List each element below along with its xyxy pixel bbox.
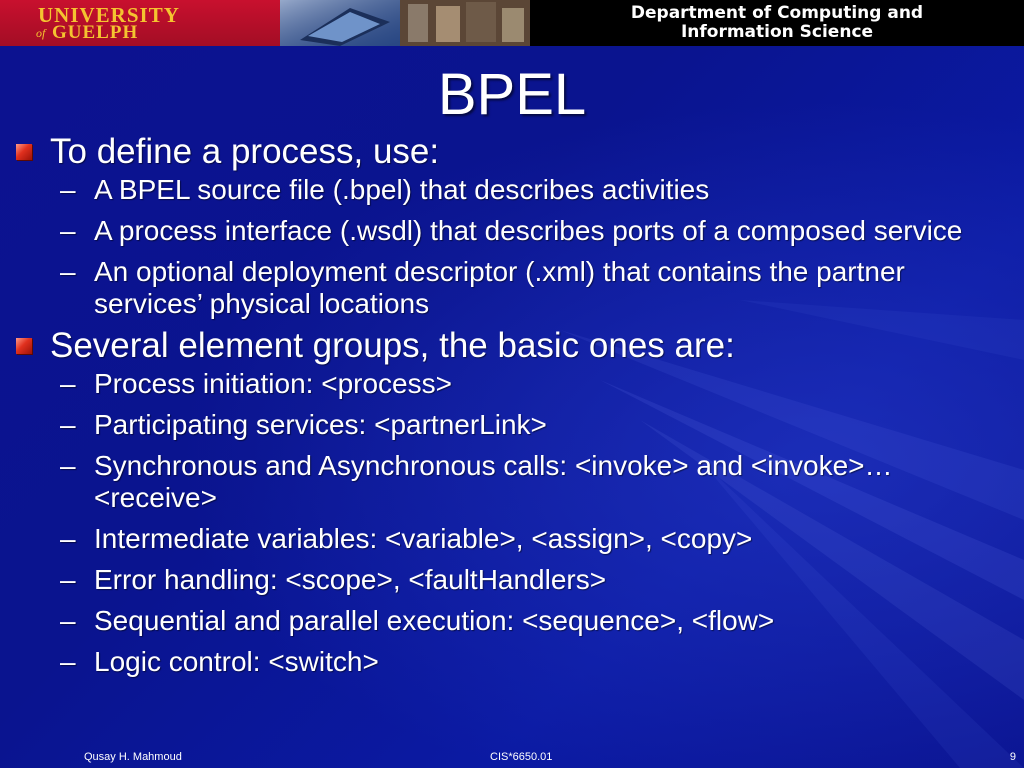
dash-marker: –: [60, 174, 76, 205]
bullet-item: [12, 132, 1012, 172]
sub-bullet-item: [12, 523, 1012, 555]
sub-bullet-item: [12, 174, 1012, 206]
sub-bullet-item: [12, 256, 1012, 320]
logo-guelph-text: GUELPH: [52, 22, 139, 43]
logo-of-text: of: [36, 26, 46, 40]
university-logo: [0, 0, 280, 46]
header-banner: [0, 0, 1024, 46]
sub-bullet-text: Logic control: <switch>: [94, 646, 379, 677]
sub-bullet-text: Participating services: <partnerLink>: [94, 409, 547, 440]
dash-marker: –: [60, 523, 76, 554]
slide-title: BPEL: [437, 62, 587, 127]
sub-bullet-text: An optional deployment descriptor (.xml) that contains the partner services’ physical locations: [94, 256, 905, 319]
sub-bullet-item: [12, 368, 1012, 400]
dash-marker: –: [60, 564, 76, 595]
dash-marker: –: [60, 646, 76, 677]
red-square-bullet-icon: [16, 338, 32, 354]
sub-bullet-item: [12, 409, 1012, 441]
dash-marker: –: [60, 368, 76, 399]
department-line-2: Information Science: [680, 22, 874, 42]
sub-bullet-text: Intermediate variables: <variable>, <assign>, <copy>: [94, 523, 753, 554]
red-square-bullet-icon: [16, 144, 32, 160]
bullet-text: Several element groups, the basic ones are:: [50, 326, 735, 365]
sub-bullet-item: [12, 215, 1012, 247]
sub-bullet-text: Synchronous and Asynchronous calls: <invoke> and <invoke>…<receive>: [94, 450, 893, 513]
bullet-item: [12, 326, 1012, 366]
dash-marker: –: [60, 256, 76, 287]
sub-bullet-item: [12, 646, 1012, 678]
sub-bullet-text: A BPEL source file (.bpel) that describes activities: [94, 174, 710, 205]
department-name: [530, 0, 1024, 46]
footer-page-number: 9: [1009, 751, 1016, 763]
dash-marker: –: [60, 605, 76, 636]
bullet-text: To define a process, use:: [50, 132, 440, 171]
dash-marker: –: [60, 409, 76, 440]
slide-body: [12, 132, 1012, 687]
footer-author: Qusay H. Mahmoud: [84, 751, 182, 763]
sub-bullet-item: [12, 450, 1012, 514]
sub-bullet-item: [12, 564, 1012, 596]
sub-bullet-text: Process initiation: <process>: [94, 368, 452, 399]
sub-bullet-text: Error handling: <scope>, <faultHandlers>: [94, 564, 607, 595]
sub-bullet-item: [12, 605, 1012, 637]
logo-university-text: UNIVERSITY: [38, 3, 180, 27]
sub-bullet-text: Sequential and parallel execution: <sequence>, <flow>: [94, 605, 775, 636]
department-line-1: Department of Computing and: [630, 3, 924, 23]
sub-bullet-text: A process interface (.wsdl) that describes ports of a composed service: [94, 215, 963, 246]
footer-course: CIS*6650.01: [490, 751, 553, 763]
dash-marker: –: [60, 215, 76, 246]
dash-marker: –: [60, 450, 76, 481]
banner-photo-strip: [280, 0, 530, 46]
